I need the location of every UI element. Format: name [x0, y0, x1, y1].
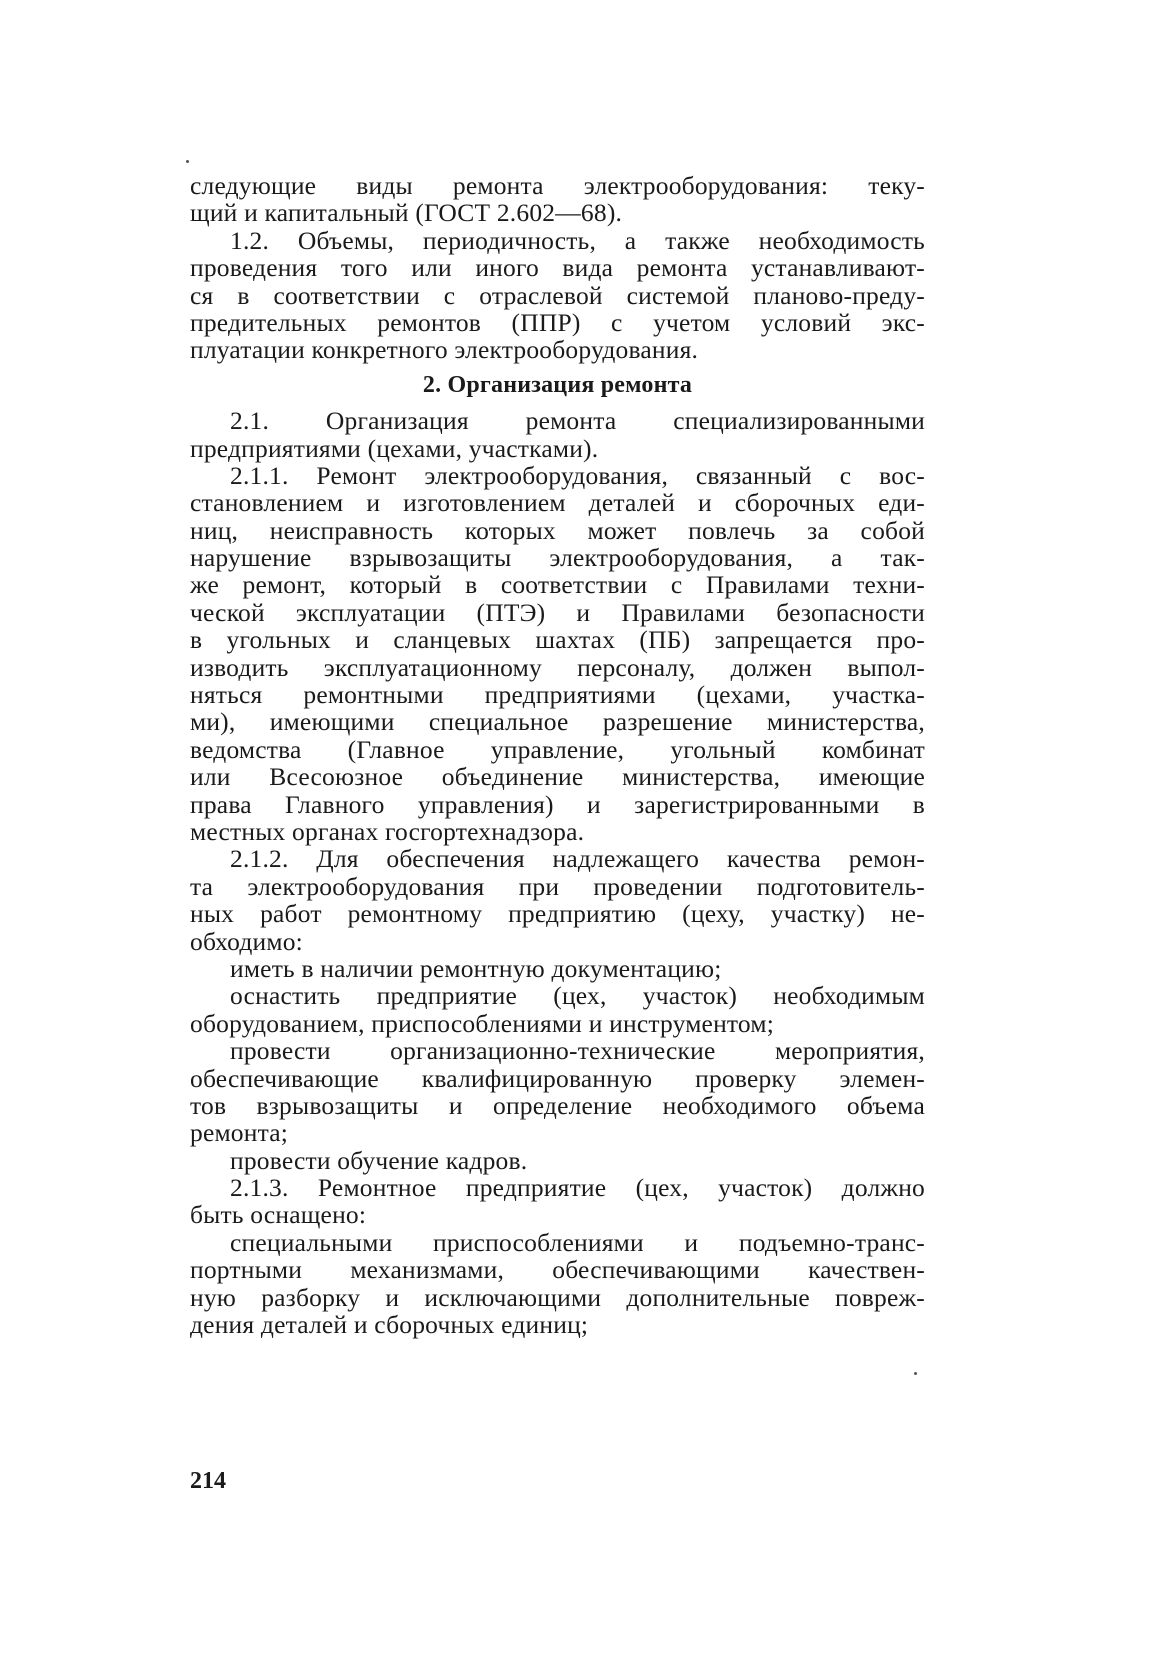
list-item: оснастить предприятие (цех, участок) необходимым — [230, 981, 925, 1011]
text-line: становлением и изготовлением деталей и сборочных еди- — [190, 488, 925, 518]
text-line: тов взрывозащиты и определение необходимого объема — [190, 1090, 925, 1120]
list-item: провести организационно-технические мероприятия, — [230, 1036, 925, 1066]
scan-speck — [186, 160, 189, 163]
text-line: няться ремонтными предприятиями (цехами, участка- — [190, 680, 925, 710]
text-line: оборудованием, приспособлениями и инструментом; — [190, 1008, 775, 1038]
text-line: права Главного управления) и зарегистрированными в — [190, 789, 925, 819]
text-line: плуатации конкретного электрооборудования. — [190, 335, 699, 365]
paragraph-2-1-2-start: 2.1.2. Для обеспечения надлежащего качества ремон- — [230, 844, 925, 874]
text-line: ся в соответствии с отраслевой системой планово-преду- — [190, 280, 925, 310]
text-line: нарушение взрывозащиты электрооборудования, а так- — [190, 543, 925, 573]
text-line: ных работ ремонтному предприятию (цеху, участку) не- — [190, 899, 925, 929]
text-line: ремонта; — [190, 1118, 289, 1148]
text-line: изводить эксплуатационному персоналу, должен выпол- — [190, 652, 925, 682]
list-item: провести обучение кадров. — [230, 1145, 528, 1175]
paragraph-1-2-start: 1.2. Объемы, периодичность, а также необходимость — [230, 225, 925, 255]
text-line: местных органах госгортехнадзора. — [190, 816, 585, 846]
scan-speck — [914, 1372, 917, 1375]
text-line: предительных ремонтов (ППР) с учетом условий экс- — [190, 307, 925, 337]
text-line: следующие виды ремонта электрооборудования: теку- — [190, 171, 925, 200]
text-line: обходимо: — [190, 926, 303, 956]
text-line: щий и капитальный (ГОСТ 2.602—68). — [190, 198, 623, 228]
page-number: 214 — [190, 1468, 226, 1494]
text-line: ческой эксплуатации (ПТЭ) и Правилами безопасности — [190, 597, 925, 627]
text-line: ную разборку и исключающими дополнительные повреж- — [190, 1282, 925, 1312]
list-item: специальными приспособлениями и подъемно-транс- — [230, 1227, 925, 1257]
text-line: дения деталей и сборочных единиц; — [190, 1310, 589, 1340]
text-line: та электрооборудования при проведении подготовитель- — [190, 871, 925, 901]
paragraph-2-1-1-start: 2.1.1. Ремонт электрооборудования, связанный с вос- — [230, 460, 925, 490]
text-line: же ремонт, который в соответствии с Правилами техни- — [190, 570, 925, 600]
text-line: предприятиями (цехами, участками). — [190, 433, 599, 463]
list-item: иметь в наличии ремонтную документацию; — [230, 953, 722, 983]
text-line: или Всесоюзное объединение министерства, имеющие — [190, 762, 925, 792]
text-line: ми), имеющими специальное разрешение министерства, — [190, 707, 925, 737]
text-line: портными механизмами, обеспечивающими качествен- — [190, 1255, 925, 1285]
paragraph-2-1-start: 2.1. Организация ремонта специализированными — [230, 406, 925, 436]
document-body — [190, 172, 925, 1338]
text-line: ведомства (Главное управление, угольный комбинат — [190, 734, 925, 764]
section-heading: 2. Организация ремонта — [422, 371, 693, 398]
text-line: в угольных и сланцевых шахтах (ПБ) запрещается про- — [190, 625, 925, 655]
text-line: проведения того или иного вида ремонта устанавливают- — [190, 253, 925, 283]
text-line: обеспечивающие квалифицированную проверку элемен- — [190, 1063, 925, 1093]
paragraph-2-1-3-start: 2.1.3. Ремонтное предприятие (цех, участок) должно — [230, 1173, 925, 1203]
text-line: быть оснащено: — [190, 1200, 367, 1230]
text-line: ниц, неисправность которых может повлечь за собой — [190, 515, 925, 545]
